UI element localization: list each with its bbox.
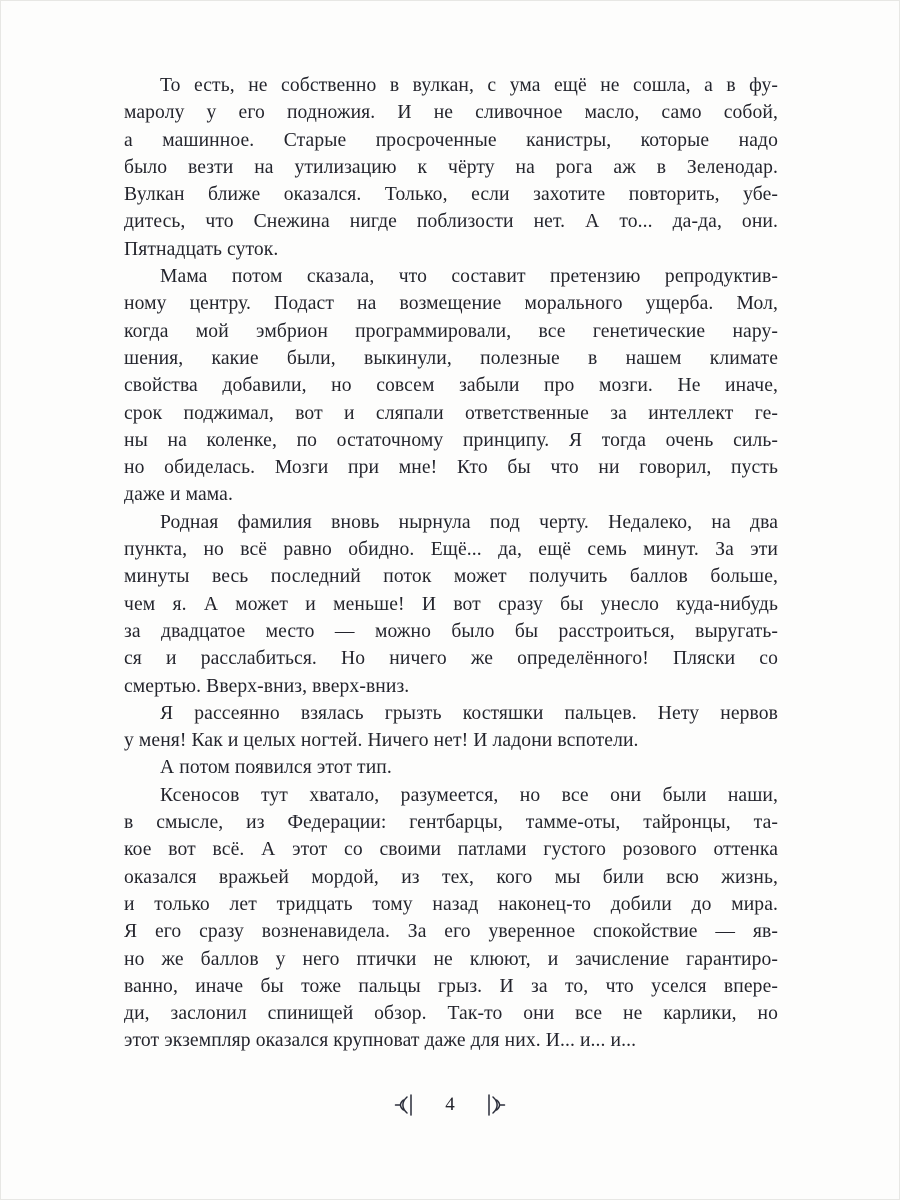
text-line: ди, заслонил спинищей обзор. Так-то они все не карлики, но	[124, 1003, 778, 1025]
text-line: Мама потом сказала, что составит претензию репродуктив-	[160, 266, 778, 288]
text-line: Вулкан ближе оказался. Только, если захотите повторить, убе-	[124, 184, 778, 206]
text-line: ному центру. Подаст на возмещение морального ущерба. Мол,	[124, 293, 778, 315]
paragraph	[124, 700, 778, 755]
text-line: у меня! Как и целых ногтей. Ничего нет! И ладони вспотели.	[124, 730, 639, 752]
text-line: А потом появился этот тип.	[160, 757, 392, 779]
text-line: То есть, не собственно в вулкан, с ума ещё не сошла, а в фу-	[160, 75, 778, 96]
paragraph	[124, 754, 778, 781]
text-line: ся и расслабиться. Но ничего же определённого! Пляски со	[124, 648, 778, 670]
text-line: этот экземпляр оказался крупноват даже для них. И... и... и...	[124, 1030, 637, 1052]
text-line: свойства добавили, но совсем забыли про мозги. Не иначе,	[124, 375, 778, 397]
text-line: в смысле, из Федерации: гентбарцы, тамме-оты, тайронцы, та-	[124, 812, 778, 834]
text-line: шения, какие были, выкинули, полезные в нашем климате	[124, 347, 778, 369]
fleuron-left-icon	[393, 1093, 415, 1117]
text-line: ванно, иначе бы тоже пальцы грыз. И за то, что уселся впере-	[124, 975, 778, 997]
text-line: но обиделась. Мозги при мне! Кто бы что ни говорил, пусть	[124, 457, 778, 479]
page-number: 4	[445, 1094, 455, 1115]
text-line: но же баллов у него птички не клюют, и зачисление гарантиро-	[124, 948, 778, 970]
text-line: минуты весь последний поток может получить баллов больше,	[124, 566, 778, 588]
text-block	[124, 72, 778, 1055]
fleuron-right-icon	[485, 1093, 507, 1117]
paragraph	[124, 72, 778, 263]
text-line: даже и мама.	[124, 484, 233, 506]
text-line: кое вот всё. А этот со своими патлами густого розового оттенка	[124, 839, 778, 861]
text-line: ны на коленке, по остаточному принципу. Я тогда очень силь-	[124, 429, 778, 451]
page-footer	[1, 1093, 899, 1117]
text-line: за двадцатое место — можно было бы расстроиться, выругать-	[124, 620, 778, 642]
text-line: Родная фамилия вновь нырнула под черту. Недалеко, на два	[160, 511, 778, 533]
text-line: пункта, но всё равно обидно. Ещё... да, ещё семь минут. За эти	[124, 539, 778, 561]
paragraph	[124, 263, 778, 509]
text-line: когда мой эмбрион программировали, все генетические нару-	[124, 320, 778, 342]
paragraph	[124, 782, 778, 1055]
text-line: маролу у его подножия. И не сливочное масло, само собой,	[124, 102, 778, 124]
text-line: Ксеносов тут хватало, разумеется, но все они были наши,	[160, 784, 778, 806]
text-line: и только лет тридцать тому назад наконец-то добили до мира.	[124, 893, 778, 915]
text-line: Пятнадцать суток.	[124, 238, 279, 260]
text-line: дитесь, что Снежина нигде поблизости нет. А то... да-да, они.	[124, 211, 778, 233]
text-line: было везти на утилизацию к чёрту на рога аж в Зеленодар.	[124, 156, 778, 178]
text-line: чем я. А может и меньше! И вот сразу бы унесло куда-нибудь	[124, 593, 778, 615]
text-line: срок поджимал, вот и сляпали ответственные за интеллект ге-	[124, 402, 778, 424]
text-line: смертью. Вверх-вниз, вверх-вниз.	[124, 675, 410, 697]
text-line: оказался вражьей мордой, из тех, кого мы били всю жизнь,	[124, 866, 778, 888]
paragraph	[124, 509, 778, 700]
text-line: Я его сразу возненавидела. За его уверенное спокойствие — яв-	[124, 921, 778, 943]
text-line: а машинное. Старые просроченные канистры, которые надо	[124, 129, 778, 151]
text-line: Я рассеянно взялась грызть костяшки пальцев. Нету нервов	[160, 702, 778, 724]
